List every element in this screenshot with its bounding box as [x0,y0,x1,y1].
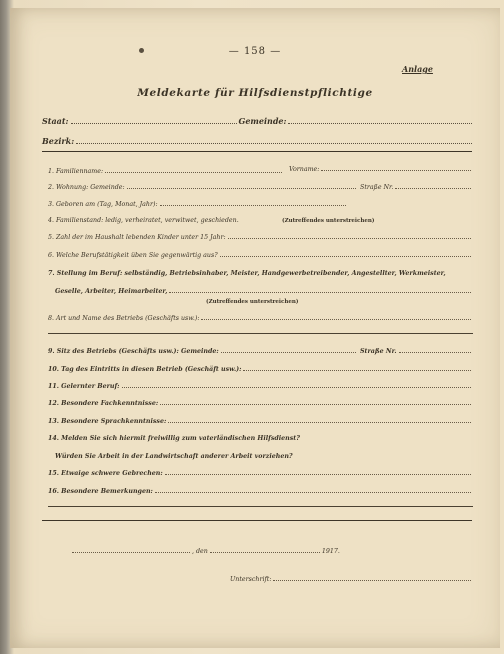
field-fachkenntnisse[interactable]: 12. Besondere Fachkenntnisse: [48,400,473,407]
field-familienstand[interactable]: 4. Familienstand: ledig, verheiratet, verwitwet, geschieden. [48,217,239,224]
bezirk-field[interactable] [76,143,472,144]
staat-label: Staat: [42,116,69,126]
field-sprachkenntnisse[interactable]: 13. Besondere Sprachkenntnisse: [48,418,473,425]
datum-field[interactable] [210,552,320,553]
field-eintritt[interactable]: 10. Tag des Eintritts in diesen Betrieb (Geschäft usw.): [48,366,473,373]
document-page [10,8,500,648]
field-hilfsdienst[interactable]: 14. Melden Sie sich hiermit freiwillig zum vaterländischen Hilfsdienst? [48,435,300,442]
field-bemerkungen[interactable]: 16. Besondere Bemerkungen: [48,488,473,495]
field-landwirtschaft[interactable]: Würden Sie Arbeit in der Landwirtschaft anderer Arbeit vorziehen? [55,453,293,460]
field-berufstaetigkeit[interactable]: 6. Welche Berufstätigkeit üben Sie gegenwärtig aus? [48,252,473,259]
bemerkungen-extra-line[interactable] [48,506,473,507]
field-kinder[interactable]: 5. Zahl der im Haushalt lebenden Kinder unter 15 Jahr: [48,234,473,241]
field-stellung[interactable]: 7. Stellung im Beruf: selbständig, Betriebsinhaber, Meister, Handgewerbetreibender, Angestellter, Werkmeister, [48,270,446,277]
familienstand-note: (Zutreffendes unterstreichen) [282,218,375,224]
field-betrieb-sitz[interactable]: 9. Sitz des Betriebs (Geschäfts usw.): Gemeinde: [48,348,358,355]
field-betrieb-strasse[interactable]: Straße Nr. [360,348,473,355]
field-gelernter-beruf[interactable]: 11. Gelernter Beruf: [48,383,473,390]
field-vorname[interactable]: Vorname: [289,166,473,173]
anlage-label: Anlage [402,64,433,74]
gemeinde-label: Gemeinde: [238,116,287,126]
stellung-note: (Zutreffendes unterstreichen) [206,299,299,305]
unterschrift-row[interactable]: Unterschrift: [230,576,473,583]
field-betrieb-art[interactable]: 8. Art und Name des Betriebs (Geschäfts usw.): [48,315,473,322]
betrieb-extra-line[interactable] [48,333,473,334]
field-familienname[interactable]: 1. Familienname: [48,168,284,175]
footer-rule [42,520,472,521]
field-geboren[interactable]: 3. Geboren am (Tag, Monat, Jahr): [48,201,348,208]
bezirk-label: Bezirk: [42,136,75,146]
bezirk-row [42,136,474,146]
field-stellung-line2[interactable]: Geselle, Arbeiter, Heimarbeiter, [55,288,473,295]
staat-row [42,116,474,126]
field-wohnung-strasse[interactable]: Straße Nr. [360,184,473,191]
field-gebrechen[interactable]: 15. Etwaige schwere Gebrechen: [48,470,473,477]
page-number: — 158 — [228,46,282,57]
header-rule [42,151,472,152]
staat-field[interactable] [71,123,237,124]
form-title: Meldekarte für Hilfsdienstpflichtige [137,87,373,99]
ort-datum-row[interactable]: , den 1917. [70,548,380,555]
field-wohnung-gemeinde[interactable]: 2. Wohnung: Gemeinde: [48,184,358,191]
ort-field[interactable] [72,552,190,553]
gemeinde-field[interactable] [288,123,472,124]
